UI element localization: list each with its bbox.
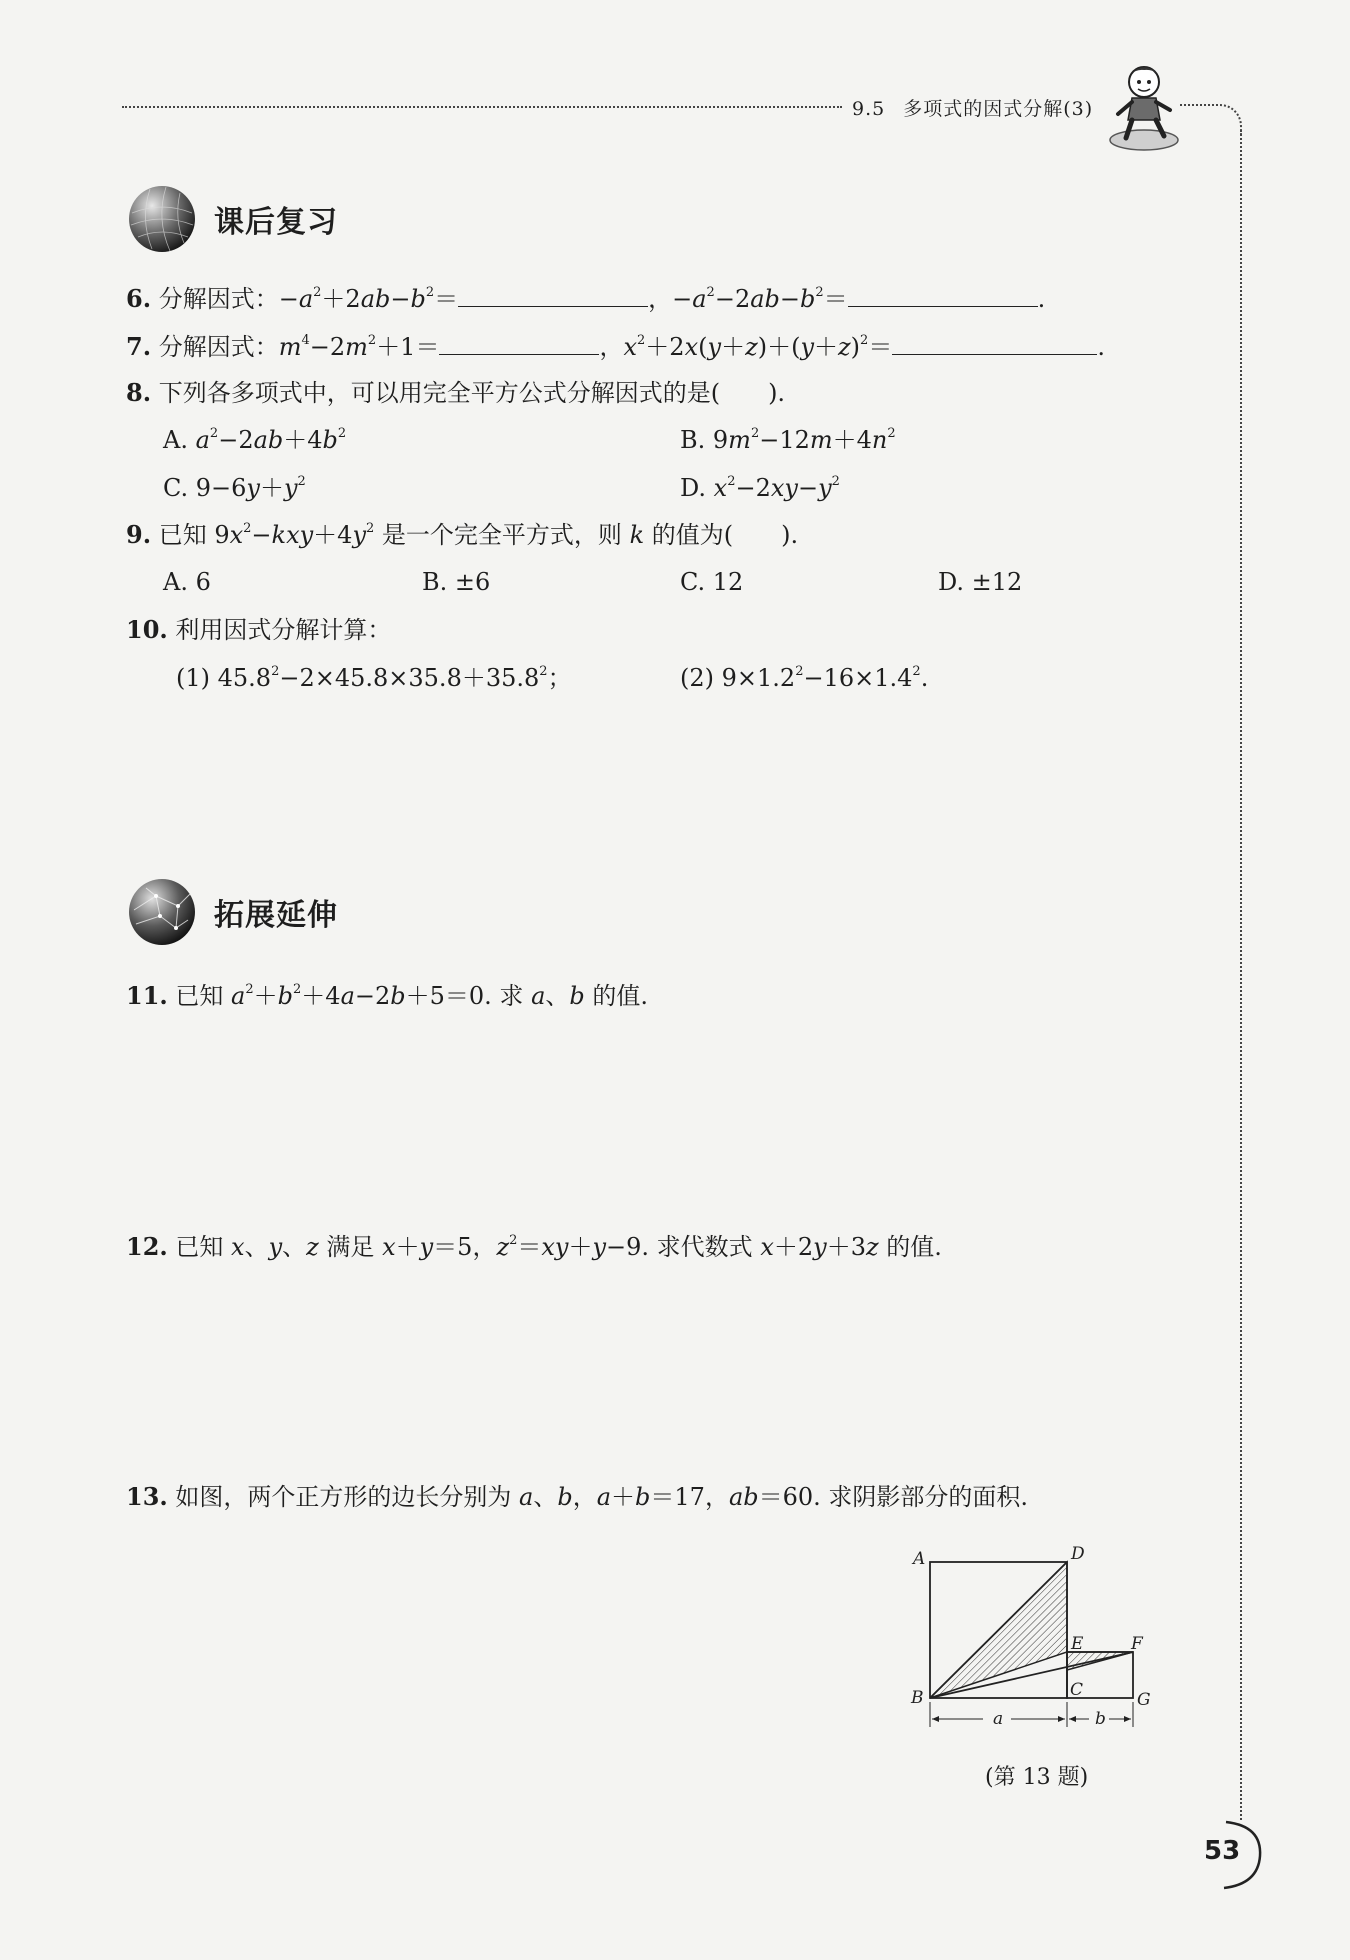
label-a-point: A <box>913 1549 926 1569</box>
math-expression: $-a^2-2ab-b^2=$ <box>672 285 848 313</box>
label-g-point: G <box>1137 1690 1151 1710</box>
question-12: 12. 已知 x、y、z 满足 x＋y＝5，$z^2=xy+y-9$. 求代数式 x＋2y＋3z 的值. <box>126 1232 942 1261</box>
question-11: 11. 已知 $a^2+b^2+4a-2b+5=0$. 求 a、b 的值. <box>126 981 649 1010</box>
label-d-point: D <box>1071 1545 1085 1564</box>
option-b[interactable]: B. $9m^2-12m+4n^2$ <box>680 426 896 454</box>
label-c-point: C <box>1070 1680 1084 1700</box>
question-text: 下列各多项式中，可以用完全平方公式分解因式的是( ). <box>158 379 786 407</box>
mascot-icon <box>1108 60 1180 152</box>
question-number: 6. <box>126 284 152 313</box>
label-a-length: a <box>993 1709 1004 1729</box>
page-frame-corner <box>1180 104 1242 136</box>
page-frame-right-border <box>1240 130 1242 1820</box>
question-6: 6. 分解因式：$-a^2+2ab-b^2=$ ，$-a^2-2ab-b^2=$ . <box>126 284 1046 313</box>
question-number: 7. <box>126 332 152 361</box>
math-expression: $-a^2+2ab-b^2=$ <box>278 285 459 313</box>
option-d[interactable]: D. $x^2-2xy-y^2$ <box>680 474 840 502</box>
option-a[interactable]: A. $a^2-2ab+4b^2$ <box>163 426 347 454</box>
question-7: 7. 分解因式：$m^4-2m^2+1=$ ，$x^2+2x(y+z)+(y+z)^2=$ . <box>126 332 1105 361</box>
answer-blank[interactable] <box>458 282 648 307</box>
section-title: 拓展延伸 <box>214 898 338 933</box>
label-e-point: E <box>1071 1634 1084 1654</box>
question-13: 13. 如图，两个正方形的边长分别为 a、b，a＋b＝17，ab＝60. 求阴影部分的面积. <box>126 1482 1029 1511</box>
question-10-part-1: (1) $45.8^2-2\times 45.8\times 35.8+35.8^2$； <box>176 664 572 692</box>
header-section-number: 9.5 <box>852 98 886 120</box>
globe-icon <box>126 876 198 948</box>
page-number: 53 <box>1204 1836 1241 1866</box>
running-header <box>852 94 1093 121</box>
option-a[interactable]: A. 6 <box>163 568 211 596</box>
figure-caption: (第 13 题) <box>985 1765 1089 1790</box>
option-d[interactable]: D. ±12 <box>938 568 1023 596</box>
label-b-point: B <box>911 1688 924 1708</box>
question-number: 12. <box>126 1232 168 1261</box>
question-9: 9. 已知 $9x^2-kxy+4y^2$ 是一个完全平方式，则 k 的值为( ). <box>126 520 799 549</box>
question-number: 10. <box>126 615 168 644</box>
question-10-part-2: (2) $9\times 1.2^2-16\times 1.4^2$. <box>680 664 929 692</box>
question-number: 11. <box>126 981 168 1010</box>
question-text: 分解因式： <box>158 333 279 361</box>
question-text: 分解因式： <box>158 285 279 313</box>
header-dotted-rule <box>122 106 842 108</box>
option-c[interactable]: C. $9-6y+y^2$ <box>163 474 306 502</box>
answer-blank[interactable] <box>892 330 1097 355</box>
section-header-review <box>126 183 338 255</box>
question-10 <box>126 614 391 646</box>
question-8 <box>126 377 785 409</box>
option-b[interactable]: B. ±6 <box>422 568 491 596</box>
section-header-extension <box>126 876 338 948</box>
math-expression: $m^4-2m^2+1=$ <box>278 333 440 361</box>
question-text: 利用因式分解计算： <box>175 616 392 644</box>
header-title: 多项式的因式分解(3) <box>903 98 1094 120</box>
label-b-length: b <box>1095 1709 1106 1729</box>
label-f-point: F <box>1131 1634 1143 1654</box>
option-c[interactable]: C. 12 <box>680 568 744 596</box>
answer-blank[interactable] <box>439 330 599 355</box>
globe-icon <box>126 183 198 255</box>
section-title: 课后复习 <box>214 205 338 240</box>
geometry-figure <box>905 1545 1180 1745</box>
answer-blank[interactable] <box>848 282 1038 307</box>
question-number: 8. <box>126 378 152 407</box>
math-expression: $x^2+2x(y+z)+(y+z)^2=$ <box>623 333 893 361</box>
question-number: 13. <box>126 1482 168 1511</box>
question-number: 9. <box>126 520 152 549</box>
